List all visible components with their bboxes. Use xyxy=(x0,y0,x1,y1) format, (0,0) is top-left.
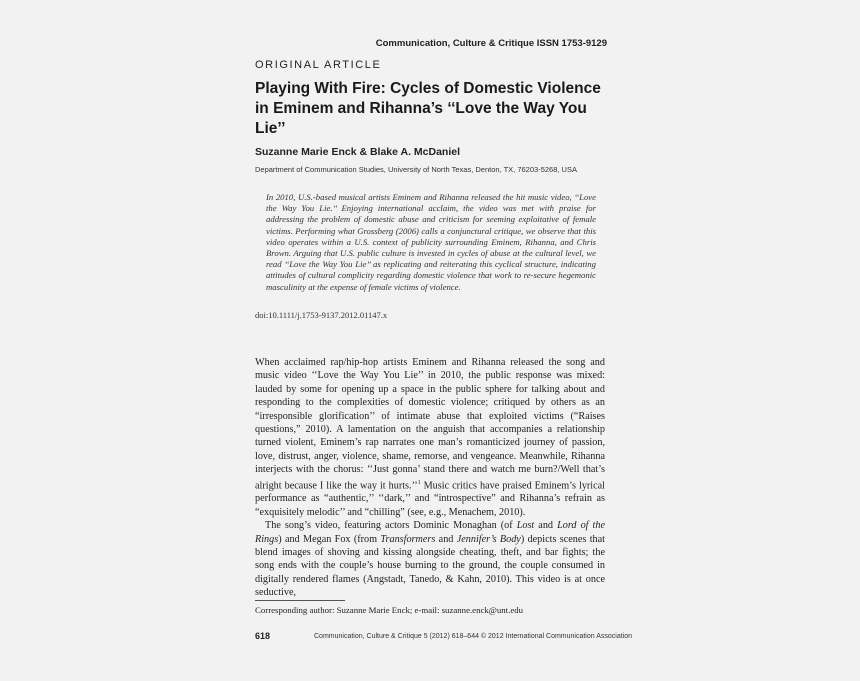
abstract: In 2010, U.S.-based musical artists Eminem and Rihanna released the hit music video, ‘‘Love the Way You Lie.’’ Enjoying international acclaim, the video was met with praise for addressing the problem of domestic abuse and criticism for seeming exploitative of female victims. Performing what Grossberg (2006) calls a conjunctural critique, we observe that this video operates within a U.S. context of publicity surrounding Eminem, Rihanna, and Chris Brown. Arguing that U.S. public culture is invested in cycles of abuse at the cultural level, we read ‘‘Love the Way You Lie’’ as replicating and reiterating this cyclical structure, indicating attitudes of cultural complicity regarding domestic violence that work to re-secure hegemonic masculinity at the expense of female victims of violence. xyxy=(266,192,596,292)
page-number: 618 xyxy=(255,631,271,641)
p2-text-d: and xyxy=(435,533,457,545)
article-title: Playing With Fire: Cycles of Domestic Violence in Eminem and Rihanna’s ‘‘Love the Way You Lie’’ xyxy=(255,80,601,137)
body-paragraph-1-text: When acclaimed rap/hip-hop artists Eminem and Rihanna released the song and music video ‘‘Love the Way You Lie’’ in 2010, the public response was mixed: lauded by some for opening up a space in the public sphere for talking about and responding to the complexities of domestic violence; critiqued by others as an “irresponsible glorification’’ of intimate abuse that exploited victims (“Raises questions,” 2010). A lamentation on the anguish that accompanies a relationship turned violent, Eminem’s rap narrates one man’s romanticized journey of passion, love, distrust, anger, violence, shame, remorse, and vengeance. Meanwhile, Rihanna interjects with the chorus: ‘‘Just gonna’ stand there and watch me burn?/Well that’s alright because I like the way it hurts.’’ xyxy=(255,357,605,492)
footnote-reference[interactable]: 1 xyxy=(417,479,421,486)
corresponding-author-footnote: Corresponding author: Suzanne Marie Enck; e-mail: suzanne.enck@unt.edu xyxy=(255,605,524,615)
body-paragraph-2 xyxy=(255,519,605,599)
p2-text-e: ) depicts scenes that blend images of shoving and kissing alongside cheating, theft, and bar fights; the song ends with the couple’s house burning to the ground, the couple consumed in digitally rendered flames (Angstadt, Tanedo, & Kahn, 2010). This video is at once seductive, xyxy=(255,533,605,599)
p2-text-c: ) and Megan Fox (from xyxy=(278,533,381,545)
title-lord-of-the-rings: Lord of the Rings xyxy=(255,520,605,545)
title-lost: Lost xyxy=(516,520,535,532)
title-transformers: Transformers xyxy=(380,533,436,545)
title-jennifers-body: Jennifer’s Body xyxy=(456,533,521,545)
doi-link[interactable]: doi:10.1111/j.1753-9137.2012.01147.x xyxy=(255,310,388,320)
journal-header: Communication, Culture & Critique ISSN 1753-9129 xyxy=(375,38,607,49)
footnote-divider xyxy=(255,600,345,601)
p2-text-a: The song’s video, featuring actors Dominic Monaghan (of xyxy=(265,520,517,532)
article-body xyxy=(255,356,605,600)
footer-citation: Communication, Culture & Critique 5 (2012) 618–644 © 2012 International Communication Association xyxy=(314,633,633,640)
p2-text-b: and xyxy=(534,520,558,532)
body-paragraph-1 xyxy=(255,356,605,519)
article-type-label: ORIGINAL ARTICLE xyxy=(255,59,382,71)
author-list: Suzanne Marie Enck & Blake A. McDaniel xyxy=(255,146,461,158)
author-affiliation: Department of Communication Studies, University of North Texas, Denton, TX, 76203-5268, USA xyxy=(255,165,577,174)
body-paragraph-1-continued: Music critics have praised Eminem’s lyrical performance as “authentic,’’ ‘‘dark,’’ and “introspective” and Rihanna’s refrain as “exquisitely melodic’’ and “chilling” (see, e.g., Menachem, 2010). xyxy=(255,480,606,518)
